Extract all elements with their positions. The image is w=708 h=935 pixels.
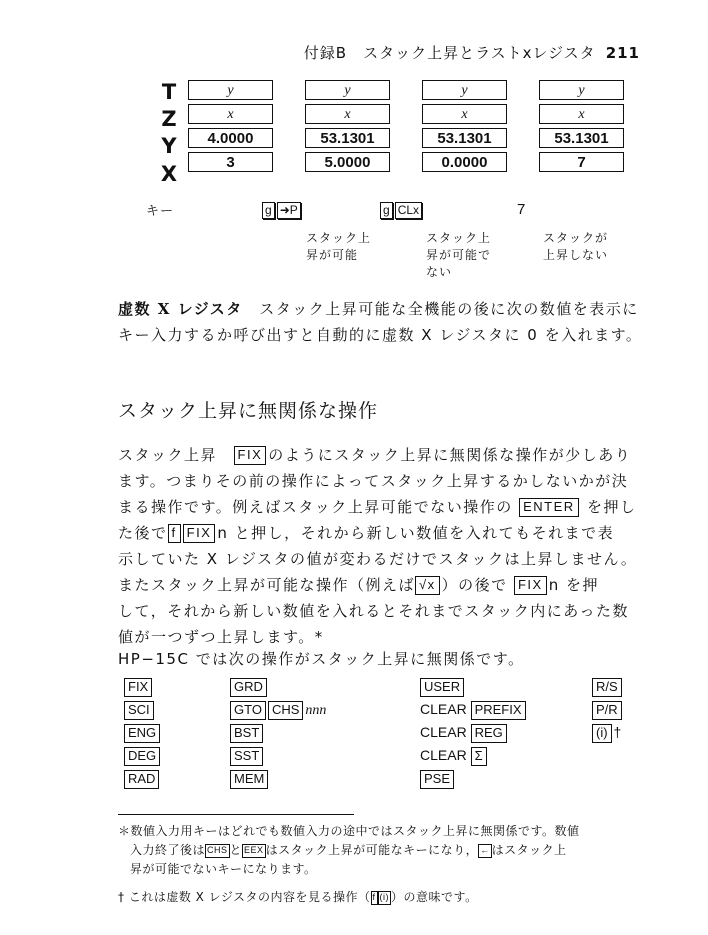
footnote-text: 昇が可能でないキーになります。 [130,862,317,876]
sqrt-key: √x [415,576,440,595]
sigma-key: Σ [471,747,487,766]
footnote-text: はスタック上 [491,843,567,857]
stack-t-cell: y [539,80,624,100]
digit-7-entry: 7 [517,201,526,218]
rad-key: RAD [124,770,159,789]
enter-key: ENTER [519,498,579,517]
register-label-z: Z [161,107,177,131]
run-stop-key: R/S [592,678,622,697]
body-text: た後で [118,524,168,542]
footnote-text: ）の意味です。 [391,890,478,904]
nnn-label: nnn [305,703,327,719]
g-key: g [262,202,275,219]
index-i-key: (i) [592,724,612,743]
stack-diagram-1 [188,80,273,176]
footnote-text: はスタック上昇が可能なキーになり， [265,843,479,857]
body-text: ）の後で [441,576,508,594]
imaginary-x-paragraph [118,296,648,348]
pse-key: PSE [420,770,454,789]
body-text: まる操作です。例えばスタック上昇可能でない操作の [118,498,513,516]
bst-key: BST [230,724,263,743]
header-title: 付録B スタック上昇とラストxレジスタ [303,44,596,62]
stack-z-cell: x [305,104,390,124]
chs-key: CHS [205,844,230,858]
body-text: n を押 [548,576,599,594]
stack-z-cell: x [422,104,507,124]
stack-diagram-3 [422,80,507,176]
page-header [304,42,640,63]
backspace-key: ← [478,844,492,858]
body-text: スタック上昇 [118,446,218,464]
stack-x-cell: 7 [539,152,624,172]
hp15c-intro: HP−15C では次の操作がスタック上昇に無関係です。 [118,650,525,668]
key-row-label: キー [146,204,175,219]
stack-x-cell: 3 [188,152,273,172]
ops-column-4 [592,678,624,747]
ops-column-2 [230,678,326,793]
stack-x-cell: 5.0000 [305,152,390,172]
prefix-key: PREFIX [471,701,526,720]
eex-key: EEX [242,844,266,858]
body-text: 値が一つずつ上昇します。* [118,628,324,646]
gto-key: GTO [230,701,266,720]
stack-t-cell: y [188,80,273,100]
body-text: 示していた X レジスタの値が変わるだけでスタックは上昇しません。 [118,550,638,568]
body-paragraph [118,442,658,650]
body-text: を押し [586,498,637,516]
key-sequence-1 [262,202,303,219]
grd-key: GRD [230,678,267,697]
clear-label: CLEAR [420,747,467,764]
register-label-t: T [161,80,177,104]
stack-y-cell: 53.1301 [305,128,390,148]
dagger-mark: † [613,724,622,741]
clx-key: CLx [395,202,422,219]
section-title: スタック上昇に無関係な操作 [118,400,379,422]
key-sequence-2 [380,202,424,219]
clear-label: CLEAR [420,724,467,741]
note-lift-disabled: スタック上 昇が可能で ない [426,231,492,279]
to-polar-key: ➜P [277,202,301,219]
register-label-y: Y [161,134,177,158]
stack-z-cell: x [539,104,624,124]
mem-key: MEM [230,770,268,789]
footnote-dagger [118,888,478,907]
fix-key: FIX [514,576,547,595]
stack-y-cell: 53.1301 [422,128,507,148]
stack-diagram-2 [305,80,390,176]
sci-key: SCI [124,701,154,720]
g-key: g [380,202,393,219]
deg-key: DEG [124,747,160,766]
page-number: 211 [605,44,640,62]
fix-key: FIX [124,678,152,697]
stack-diagram-4 [539,80,624,176]
program-run-key: P/R [592,701,622,720]
footnote-divider [118,814,354,815]
stack-z-cell: x [188,104,273,124]
clear-label: CLEAR [420,701,467,718]
eng-key: ENG [124,724,160,743]
imaginary-x-text: スタック上昇可能な全機能の後に次の数値を表示にキー入力するか呼び出すと自動的に虚数 X レジスタに 0 を入れます。 [118,300,643,344]
body-text: ます。つまりその前の操作によってスタック上昇するかしないかが決 [118,472,629,490]
fix-key: FIX [183,524,216,543]
index-i-key: (i) [378,891,392,905]
footnote-text: 入力終了後は [130,843,206,857]
body-text: n と押し，それから新しい数値を入れてもそれまで表 [217,524,615,542]
stack-t-cell: y [305,80,390,100]
sst-key: SST [230,747,263,766]
user-key: USER [420,678,464,697]
imaginary-x-lead: 虚数 X レジスタ [118,300,243,318]
body-text: またスタック上昇が可能な操作（例えば [118,576,416,594]
note-lift-enabled: スタック上 昇が可能 [306,231,372,262]
register-label-x: X [160,162,178,186]
stack-t-cell: y [422,80,507,100]
stack-y-cell: 53.1301 [539,128,624,148]
body-text: のようにスタック上昇に無関係な操作が少しあり [268,446,632,464]
stack-y-cell: 4.0000 [188,128,273,148]
ops-column-1 [124,678,162,793]
footnote-text: ＊数値入力用キーはどれでも数値入力の途中ではスタック上昇に無関係です。数値 [118,824,580,838]
note-no-lift: スタックが 上昇しない [543,231,609,262]
footnote-text: † これは虚数 X レジスタの内容を見る操作（ [118,890,371,904]
body-text: して，それから新しい数値を入れるとそれまでスタック内にあった数 [118,602,630,620]
f-key: f [168,524,181,543]
ops-column-3 [420,678,528,793]
stack-x-cell: 0.0000 [422,152,507,172]
footnote-text: と [229,843,243,857]
chs-key: CHS [268,701,303,720]
fix-key: FIX [234,446,267,465]
f-key: f [371,891,378,905]
reg-key: REG [471,724,507,743]
footnote-asterisk [118,822,648,879]
